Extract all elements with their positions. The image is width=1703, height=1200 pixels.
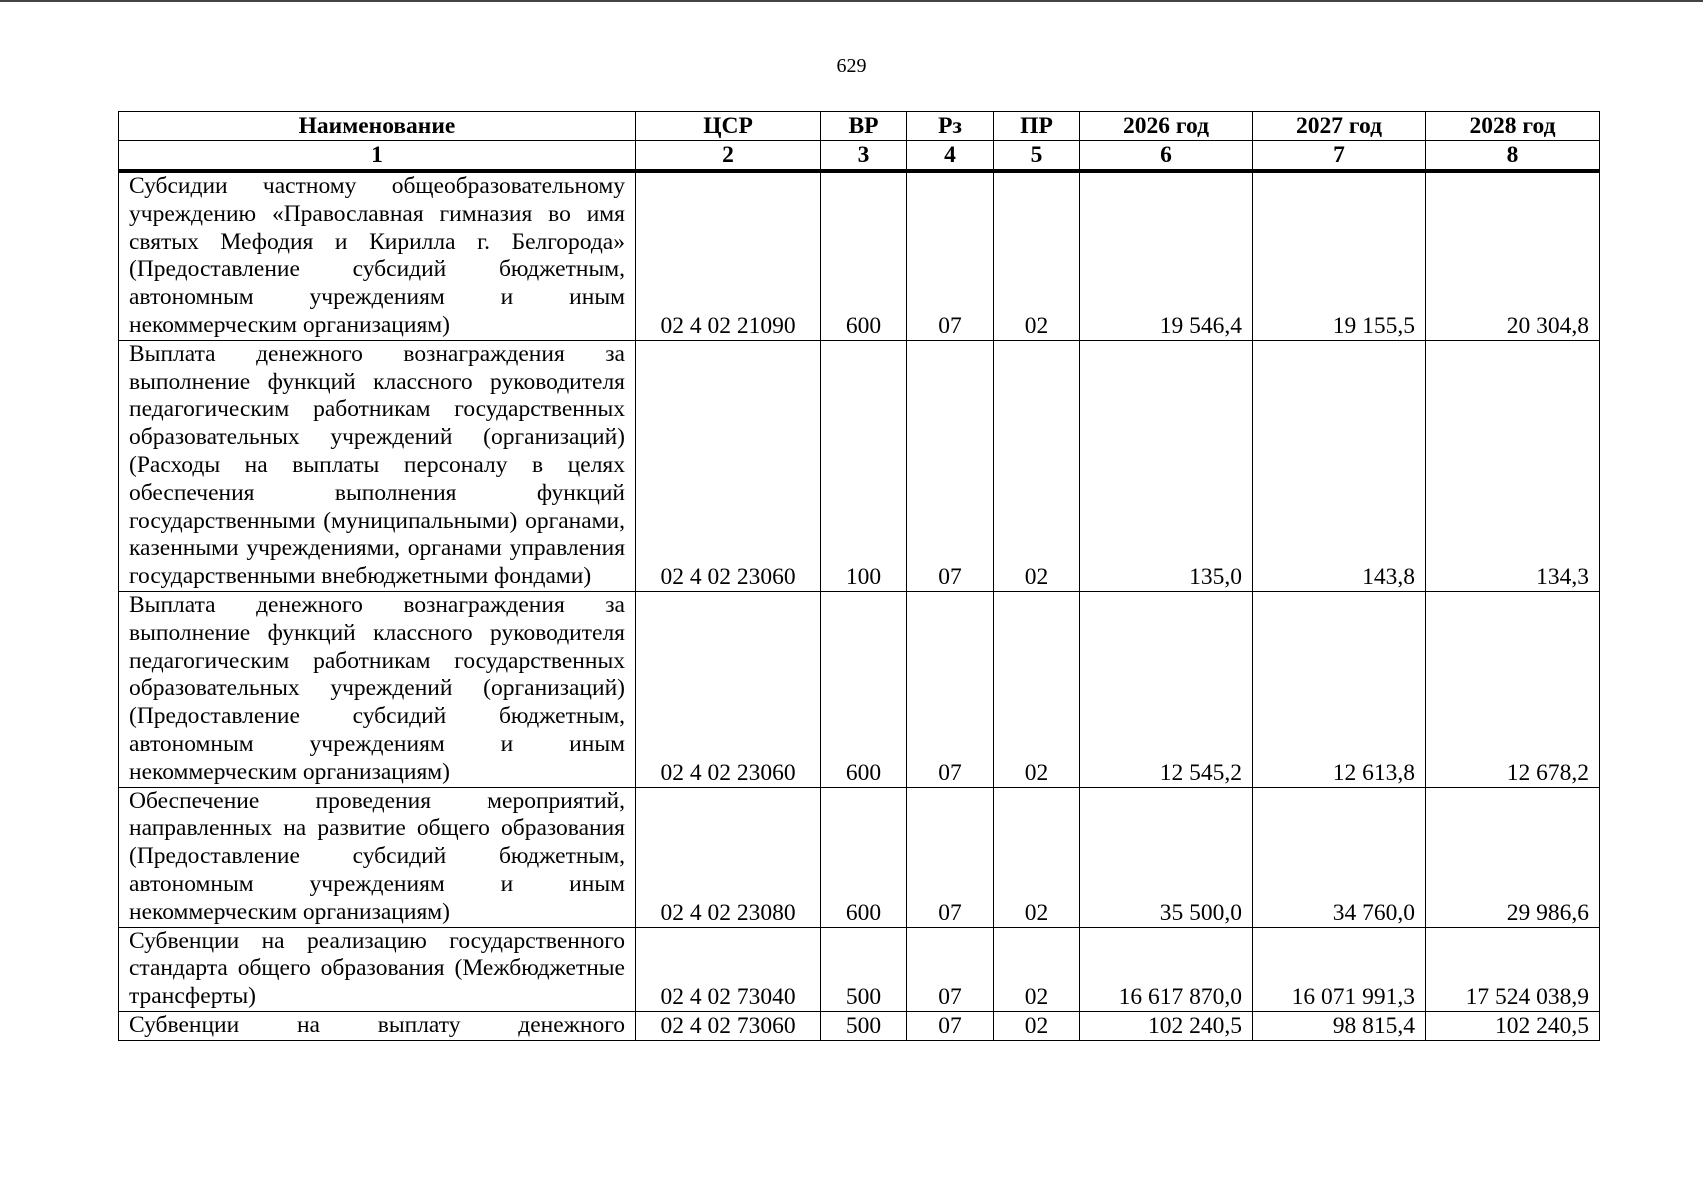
table-row bbox=[119, 340, 1600, 591]
row-value-2027: 98 815,4 bbox=[1253, 1011, 1426, 1040]
row-pr: 02 bbox=[994, 171, 1080, 340]
row-value-2027: 19 155,5 bbox=[1253, 171, 1426, 340]
row-value-2026: 12 545,2 bbox=[1080, 591, 1253, 787]
row-value-2028: 29 986,6 bbox=[1426, 787, 1600, 927]
row-name: Субсидии частному общеобразовательному учреждению «Православная гимназия во имя святых Мефодия и Кирилла г. Белгорода» (Предоставление субсидий бюджетным, автономным учреждениям и иным некоммерческим организациям) bbox=[119, 171, 636, 340]
column-number: 2 bbox=[636, 141, 821, 172]
row-vr: 600 bbox=[821, 591, 907, 787]
row-value-2026: 19 546,4 bbox=[1080, 171, 1253, 340]
header-pr: ПР bbox=[994, 112, 1080, 141]
row-value-2026: 35 500,0 bbox=[1080, 787, 1253, 927]
row-value-2026: 102 240,5 bbox=[1080, 1011, 1253, 1040]
row-rz: 07 bbox=[907, 591, 994, 787]
row-value-2028: 17 524 038,9 bbox=[1426, 927, 1600, 1011]
row-value-2027: 143,8 bbox=[1253, 340, 1426, 591]
row-csr: 02 4 02 23060 bbox=[636, 591, 821, 787]
header-2026: 2026 год bbox=[1080, 112, 1253, 141]
row-name: Выплата денежного вознаграждения за выполнение функций классного руководителя педагогическим работникам государственных образовательных учреждений (организаций) (Предоставление субсидий бюджетным, автономным учреждениям и иным некоммерческим организациям) bbox=[119, 591, 636, 787]
header-2028: 2028 год bbox=[1426, 112, 1600, 141]
header-csr: ЦСР bbox=[636, 112, 821, 141]
table-row bbox=[119, 1011, 1600, 1040]
row-rz: 07 bbox=[907, 927, 994, 1011]
row-vr: 100 bbox=[821, 340, 907, 591]
row-csr: 02 4 02 73060 bbox=[636, 1011, 821, 1040]
row-value-2028: 134,3 bbox=[1426, 340, 1600, 591]
table-row bbox=[119, 927, 1600, 1011]
row-value-2027: 12 613,8 bbox=[1253, 591, 1426, 787]
column-number-row bbox=[119, 141, 1600, 172]
column-number: 5 bbox=[994, 141, 1080, 172]
column-number: 7 bbox=[1253, 141, 1426, 172]
row-value-2028: 20 304,8 bbox=[1426, 171, 1600, 340]
row-rz: 07 bbox=[907, 787, 994, 927]
row-value-2028: 12 678,2 bbox=[1426, 591, 1600, 787]
row-pr: 02 bbox=[994, 1011, 1080, 1040]
row-value-2028: 102 240,5 bbox=[1426, 1011, 1600, 1040]
header-rz: Рз bbox=[907, 112, 994, 141]
row-rz: 07 bbox=[907, 340, 994, 591]
header-vr: ВР bbox=[821, 112, 907, 141]
row-pr: 02 bbox=[994, 591, 1080, 787]
row-value-2027: 16 071 991,3 bbox=[1253, 927, 1426, 1011]
row-pr: 02 bbox=[994, 927, 1080, 1011]
row-vr: 600 bbox=[821, 171, 907, 340]
header-name: Наименование bbox=[119, 112, 636, 141]
row-vr: 600 bbox=[821, 787, 907, 927]
row-rz: 07 bbox=[907, 171, 994, 340]
row-rz: 07 bbox=[907, 1011, 994, 1040]
table-row bbox=[119, 591, 1600, 787]
column-number: 8 bbox=[1426, 141, 1600, 172]
column-number: 3 bbox=[821, 141, 907, 172]
row-name: Субвенции на выплату денежного bbox=[119, 1011, 636, 1040]
row-pr: 02 bbox=[994, 787, 1080, 927]
column-number: 1 bbox=[119, 141, 636, 172]
page-top-border bbox=[0, 0, 1703, 2]
row-csr: 02 4 02 73040 bbox=[636, 927, 821, 1011]
row-name: Обеспечение проведения мероприятий, направленных на развитие общего образования (Предоставление субсидий бюджетным, автономным учреждениям и иным некоммерческим организациям) bbox=[119, 787, 636, 927]
header-row bbox=[119, 112, 1600, 141]
budget-table bbox=[118, 111, 1600, 1041]
table-row bbox=[119, 171, 1600, 340]
row-name: Выплата денежного вознаграждения за выполнение функций классного руководителя педагогическим работникам государственных образовательных учреждений (организаций) (Расходы на выплаты персоналу в целях обеспечения выполнения функций государственными (муниципальными) органами, казенными учреждениями, органами управления государственными внебюджетными фондами) bbox=[119, 340, 636, 591]
header-2027: 2027 год bbox=[1253, 112, 1426, 141]
column-number: 4 bbox=[907, 141, 994, 172]
row-name: Субвенции на реализацию государственного стандарта общего образования (Межбюджетные трансферты) bbox=[119, 927, 636, 1011]
row-value-2026: 16 617 870,0 bbox=[1080, 927, 1253, 1011]
row-pr: 02 bbox=[994, 340, 1080, 591]
row-value-2026: 135,0 bbox=[1080, 340, 1253, 591]
row-csr: 02 4 02 21090 bbox=[636, 171, 821, 340]
row-value-2027: 34 760,0 bbox=[1253, 787, 1426, 927]
row-vr: 500 bbox=[821, 927, 907, 1011]
row-csr: 02 4 02 23080 bbox=[636, 787, 821, 927]
column-number: 6 bbox=[1080, 141, 1253, 172]
page-number: 629 bbox=[836, 55, 867, 77]
table-row bbox=[119, 787, 1600, 927]
row-vr: 500 bbox=[821, 1011, 907, 1040]
row-csr: 02 4 02 23060 bbox=[636, 340, 821, 591]
